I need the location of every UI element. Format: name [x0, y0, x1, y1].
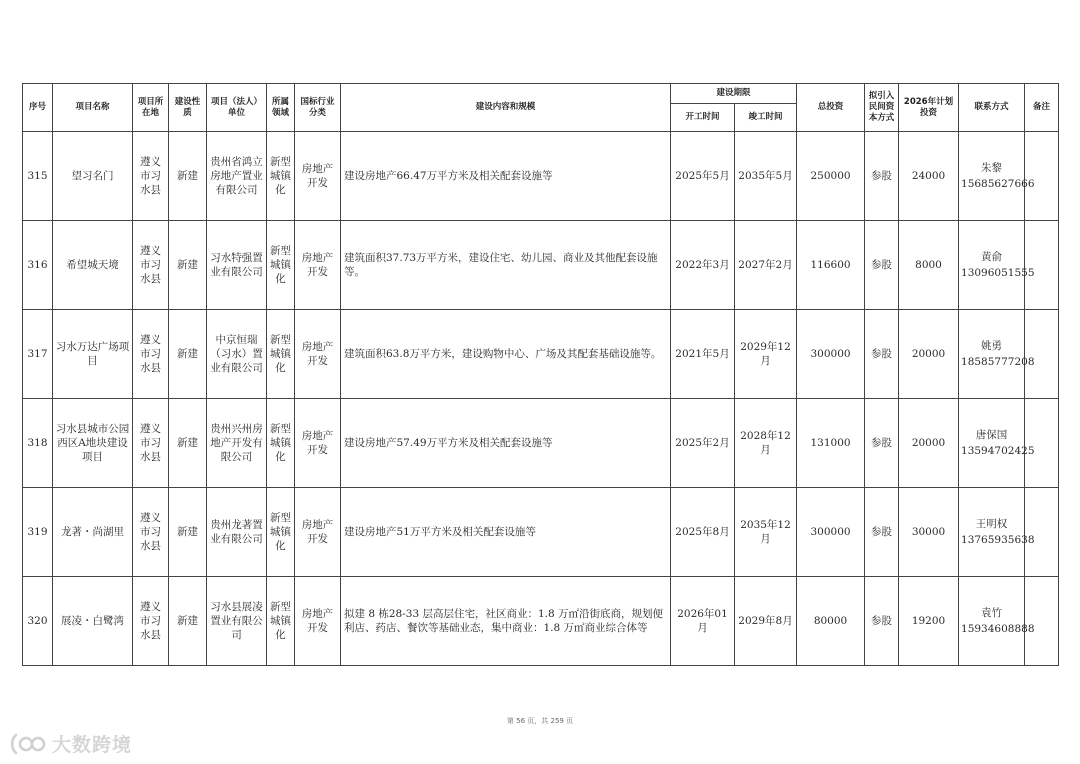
cell-nature: 新建	[169, 132, 207, 221]
cell-contact	[959, 221, 1035, 310]
contact-name: 王明权	[975, 518, 1008, 530]
header-industry: 国标行业分类	[295, 84, 341, 132]
cell-industry: 房地产开发	[295, 132, 341, 221]
project-table-sheet	[22, 83, 1058, 666]
cell-seq: 317	[23, 310, 53, 399]
cell-investment: 300000	[797, 310, 865, 399]
page-number: 第 56 页，共 259 页	[506, 717, 574, 725]
cell-remark	[1025, 399, 1059, 488]
watermark-text: 大数跨境	[52, 734, 133, 756]
cell-nature: 新建	[169, 221, 207, 310]
cell-nature: 新建	[169, 310, 207, 399]
header-unit: 项目（法人）单位	[207, 84, 267, 132]
contact-phone: 13765935638	[961, 534, 1035, 546]
cell-end: 2029年12月	[735, 310, 797, 399]
table-row	[23, 577, 1059, 666]
cell-content: 建设房地产51万平方米及相关配套设施等	[341, 488, 671, 577]
table-row	[23, 399, 1059, 488]
header-remark: 备注	[1025, 84, 1059, 132]
contact-phone: 13096051555	[961, 267, 1035, 279]
cell-location: 遵义市习水县	[133, 132, 169, 221]
cell-start: 2025年8月	[671, 488, 735, 577]
cell-industry: 房地产开发	[295, 221, 341, 310]
cell-location: 遵义市习水县	[133, 577, 169, 666]
header-period: 建设期限	[671, 84, 797, 104]
cell-remark	[1025, 221, 1059, 310]
cell-contact	[959, 132, 1035, 221]
cell-location: 遵义市习水县	[133, 310, 169, 399]
header-name: 项目名称	[53, 84, 133, 132]
header-start: 开工时间	[671, 104, 735, 132]
cell-nature: 新建	[169, 488, 207, 577]
cell-unit: 习水县展凌置业有限公司	[207, 577, 267, 666]
cell-content: 建设房地产66.47万平方米及相关配套设施等	[341, 132, 671, 221]
cell-end: 2035年12月	[735, 488, 797, 577]
cell-location: 遵义市习水县	[133, 221, 169, 310]
cell-seq: 318	[23, 399, 53, 488]
cell-investment: 300000	[797, 488, 865, 577]
contact-name: 袁竹	[981, 607, 1003, 619]
contact-name: 黄俞	[981, 251, 1003, 263]
cell-seq: 320	[23, 577, 53, 666]
cell-domain: 新型城镇化	[267, 399, 295, 488]
contact-phone: 13594702425	[961, 445, 1035, 457]
cell-capital: 参股	[865, 488, 899, 577]
cell-name: 希望城天境	[53, 221, 133, 310]
cell-capital: 参股	[865, 577, 899, 666]
cell-content: 建设房地产57.49万平方米及相关配套设施等	[341, 399, 671, 488]
cell-capital: 参股	[865, 221, 899, 310]
cell-investment: 80000	[797, 577, 865, 666]
cell-seq: 319	[23, 488, 53, 577]
cell-content: 建筑面积37.73万平方米，建设住宅、幼儿园、商业及其他配套设施等。	[341, 221, 671, 310]
cell-name: 望习名门	[53, 132, 133, 221]
cell-unit: 贵州省鸿立房地产置业有限公司	[207, 132, 267, 221]
table-row	[23, 221, 1059, 310]
cell-domain: 新型城镇化	[267, 488, 295, 577]
cell-start: 2021年5月	[671, 310, 735, 399]
header-capital: 拟引入民间资本方式	[865, 84, 899, 132]
cell-start: 2022年3月	[671, 221, 735, 310]
cell-location: 遵义市习水县	[133, 488, 169, 577]
cell-name: 习水万达广场项目	[53, 310, 133, 399]
cell-contact	[959, 310, 1035, 399]
project-table	[22, 83, 1059, 666]
cell-end: 2035年5月	[735, 132, 797, 221]
cell-start: 2026年01月	[671, 577, 735, 666]
header-end: 竣工时间	[735, 104, 797, 132]
cell-investment: 131000	[797, 399, 865, 488]
cell-content: 拟建 8 栋28-33 层高层住宅，社区商业：1.8 万㎡沿街底商，规划便利店、药店、餐饮等基础业态，集中商业：1.8 万㎡商业综合体等	[341, 577, 671, 666]
cell-domain: 新型城镇化	[267, 132, 295, 221]
cell-domain: 新型城镇化	[267, 221, 295, 310]
cell-nature: 新建	[169, 577, 207, 666]
cell-capital: 参股	[865, 399, 899, 488]
cell-content: 建筑面积63.8万平方米，建设购物中心、广场及其配套基础设施等。	[341, 310, 671, 399]
cell-remark	[1025, 310, 1059, 399]
contact-name: 姚勇	[981, 340, 1003, 352]
cell-plan: 20000	[899, 310, 959, 399]
header-plan: 2026年计划投资	[899, 84, 959, 132]
cell-domain: 新型城镇化	[267, 310, 295, 399]
cell-remark	[1025, 132, 1059, 221]
cell-plan: 8000	[899, 221, 959, 310]
cell-contact	[959, 488, 1035, 577]
cell-location: 遵义市习水县	[133, 399, 169, 488]
cell-unit: 习水特强置业有限公司	[207, 221, 267, 310]
watermark-logo-icon	[8, 731, 48, 757]
cell-industry: 房地产开发	[295, 310, 341, 399]
cell-start: 2025年5月	[671, 132, 735, 221]
cell-capital: 参股	[865, 132, 899, 221]
header-location: 项目所在地	[133, 84, 169, 132]
cell-remark	[1025, 488, 1059, 577]
cell-seq: 316	[23, 221, 53, 310]
cell-plan: 19200	[899, 577, 959, 666]
cell-plan: 24000	[899, 132, 959, 221]
cell-name: 龙著・尚湖里	[53, 488, 133, 577]
cell-name: 习水县城市公园西区A地块建设项目	[53, 399, 133, 488]
contact-name: 唐保国	[975, 429, 1008, 441]
cell-end: 2029年8月	[735, 577, 797, 666]
cell-remark	[1025, 577, 1059, 666]
cell-unit: 贵州龙著置业有限公司	[207, 488, 267, 577]
cell-plan: 20000	[899, 399, 959, 488]
contact-phone: 15685627666	[961, 178, 1035, 190]
header-seq: 序号	[23, 84, 53, 132]
cell-investment: 250000	[797, 132, 865, 221]
table-row	[23, 132, 1059, 221]
header-contact: 联系方式	[959, 84, 1025, 132]
cell-domain: 新型城镇化	[267, 577, 295, 666]
cell-name: 展凌・白鹭湾	[53, 577, 133, 666]
cell-nature: 新建	[169, 399, 207, 488]
header-domain: 所属领域	[267, 84, 295, 132]
cell-unit: 中京恒瑞（习水）置业有限公司	[207, 310, 267, 399]
cell-end: 2028年12月	[735, 399, 797, 488]
table-row	[23, 488, 1059, 577]
cell-contact	[959, 399, 1035, 488]
contact-phone: 15934608888	[961, 623, 1035, 635]
cell-industry: 房地产开发	[295, 488, 341, 577]
contact-name: 朱黎	[981, 162, 1003, 174]
cell-unit: 贵州兴州房地产开发有限公司	[207, 399, 267, 488]
cell-start: 2025年2月	[671, 399, 735, 488]
header-investment: 总投资	[797, 84, 865, 132]
table-row	[23, 310, 1059, 399]
contact-phone: 18585777208	[961, 356, 1035, 368]
cell-industry: 房地产开发	[295, 399, 341, 488]
cell-plan: 30000	[899, 488, 959, 577]
cell-contact	[959, 577, 1035, 666]
watermark	[8, 730, 132, 757]
cell-industry: 房地产开发	[295, 577, 341, 666]
cell-seq: 315	[23, 132, 53, 221]
cell-investment: 116600	[797, 221, 865, 310]
cell-capital: 参股	[865, 310, 899, 399]
header-nature: 建设性质	[169, 84, 207, 132]
cell-end: 2027年2月	[735, 221, 797, 310]
header-content: 建设内容和规模	[341, 84, 671, 132]
